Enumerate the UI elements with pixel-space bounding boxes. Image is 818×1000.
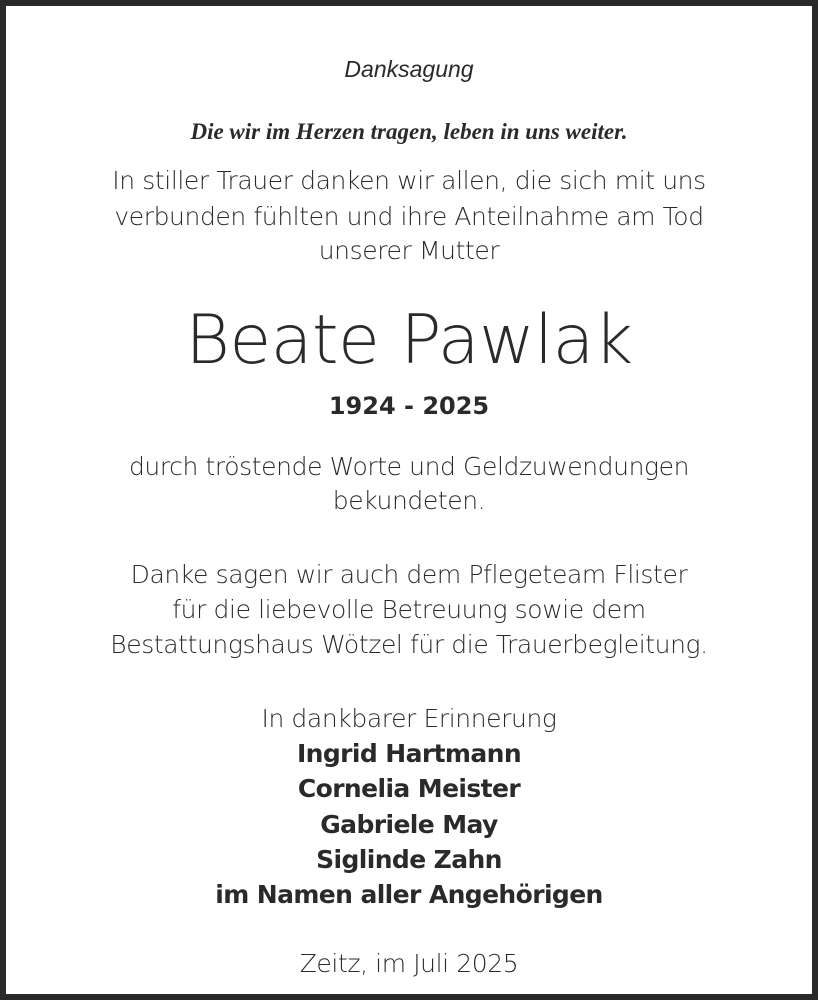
mourners-family-line: im Namen aller Angehörigen (215, 880, 603, 909)
continuation-line-2: bekundeten. (332, 486, 486, 515)
intro-line-2: verbunden fühlten und ihre Anteilnahme am Tod (114, 202, 704, 231)
intro-line-1: In stiller Trauer danken wir allen, die sich mit uns (112, 166, 706, 195)
mourner-name: Gabriele May (320, 810, 498, 839)
place-date: Zeitz, im Juli 2025 (299, 949, 519, 978)
obituary-notice (6, 6, 812, 994)
thanks-line-2: für die liebevolle Betreuung sowie dem (172, 595, 646, 624)
thanks-line-3: Bestattungshaus Wötzel für die Trauerbegleitung. (110, 630, 708, 659)
deceased-name: Beate Pawlak (185, 301, 633, 380)
mourner-name: Cornelia Meister (297, 774, 521, 803)
mourner-name: Siglinde Zahn (316, 845, 502, 874)
motto: Die wir im Herzen tragen, leben in uns weiter. (190, 119, 628, 144)
continuation-line-1: durch tröstende Worte und Geldzuwendungen (128, 452, 690, 481)
notice-heading: Danksagung (344, 56, 474, 82)
intro-line-3: unserer Mutter (318, 236, 500, 265)
life-years: 1924 - 2025 (328, 392, 490, 420)
thanks-line-1: Danke sagen wir auch dem Pflegeteam Flister (130, 560, 688, 589)
mourner-name: Ingrid Hartmann (296, 739, 522, 768)
closing-line: In dankbarer Erinnerung (261, 704, 557, 733)
